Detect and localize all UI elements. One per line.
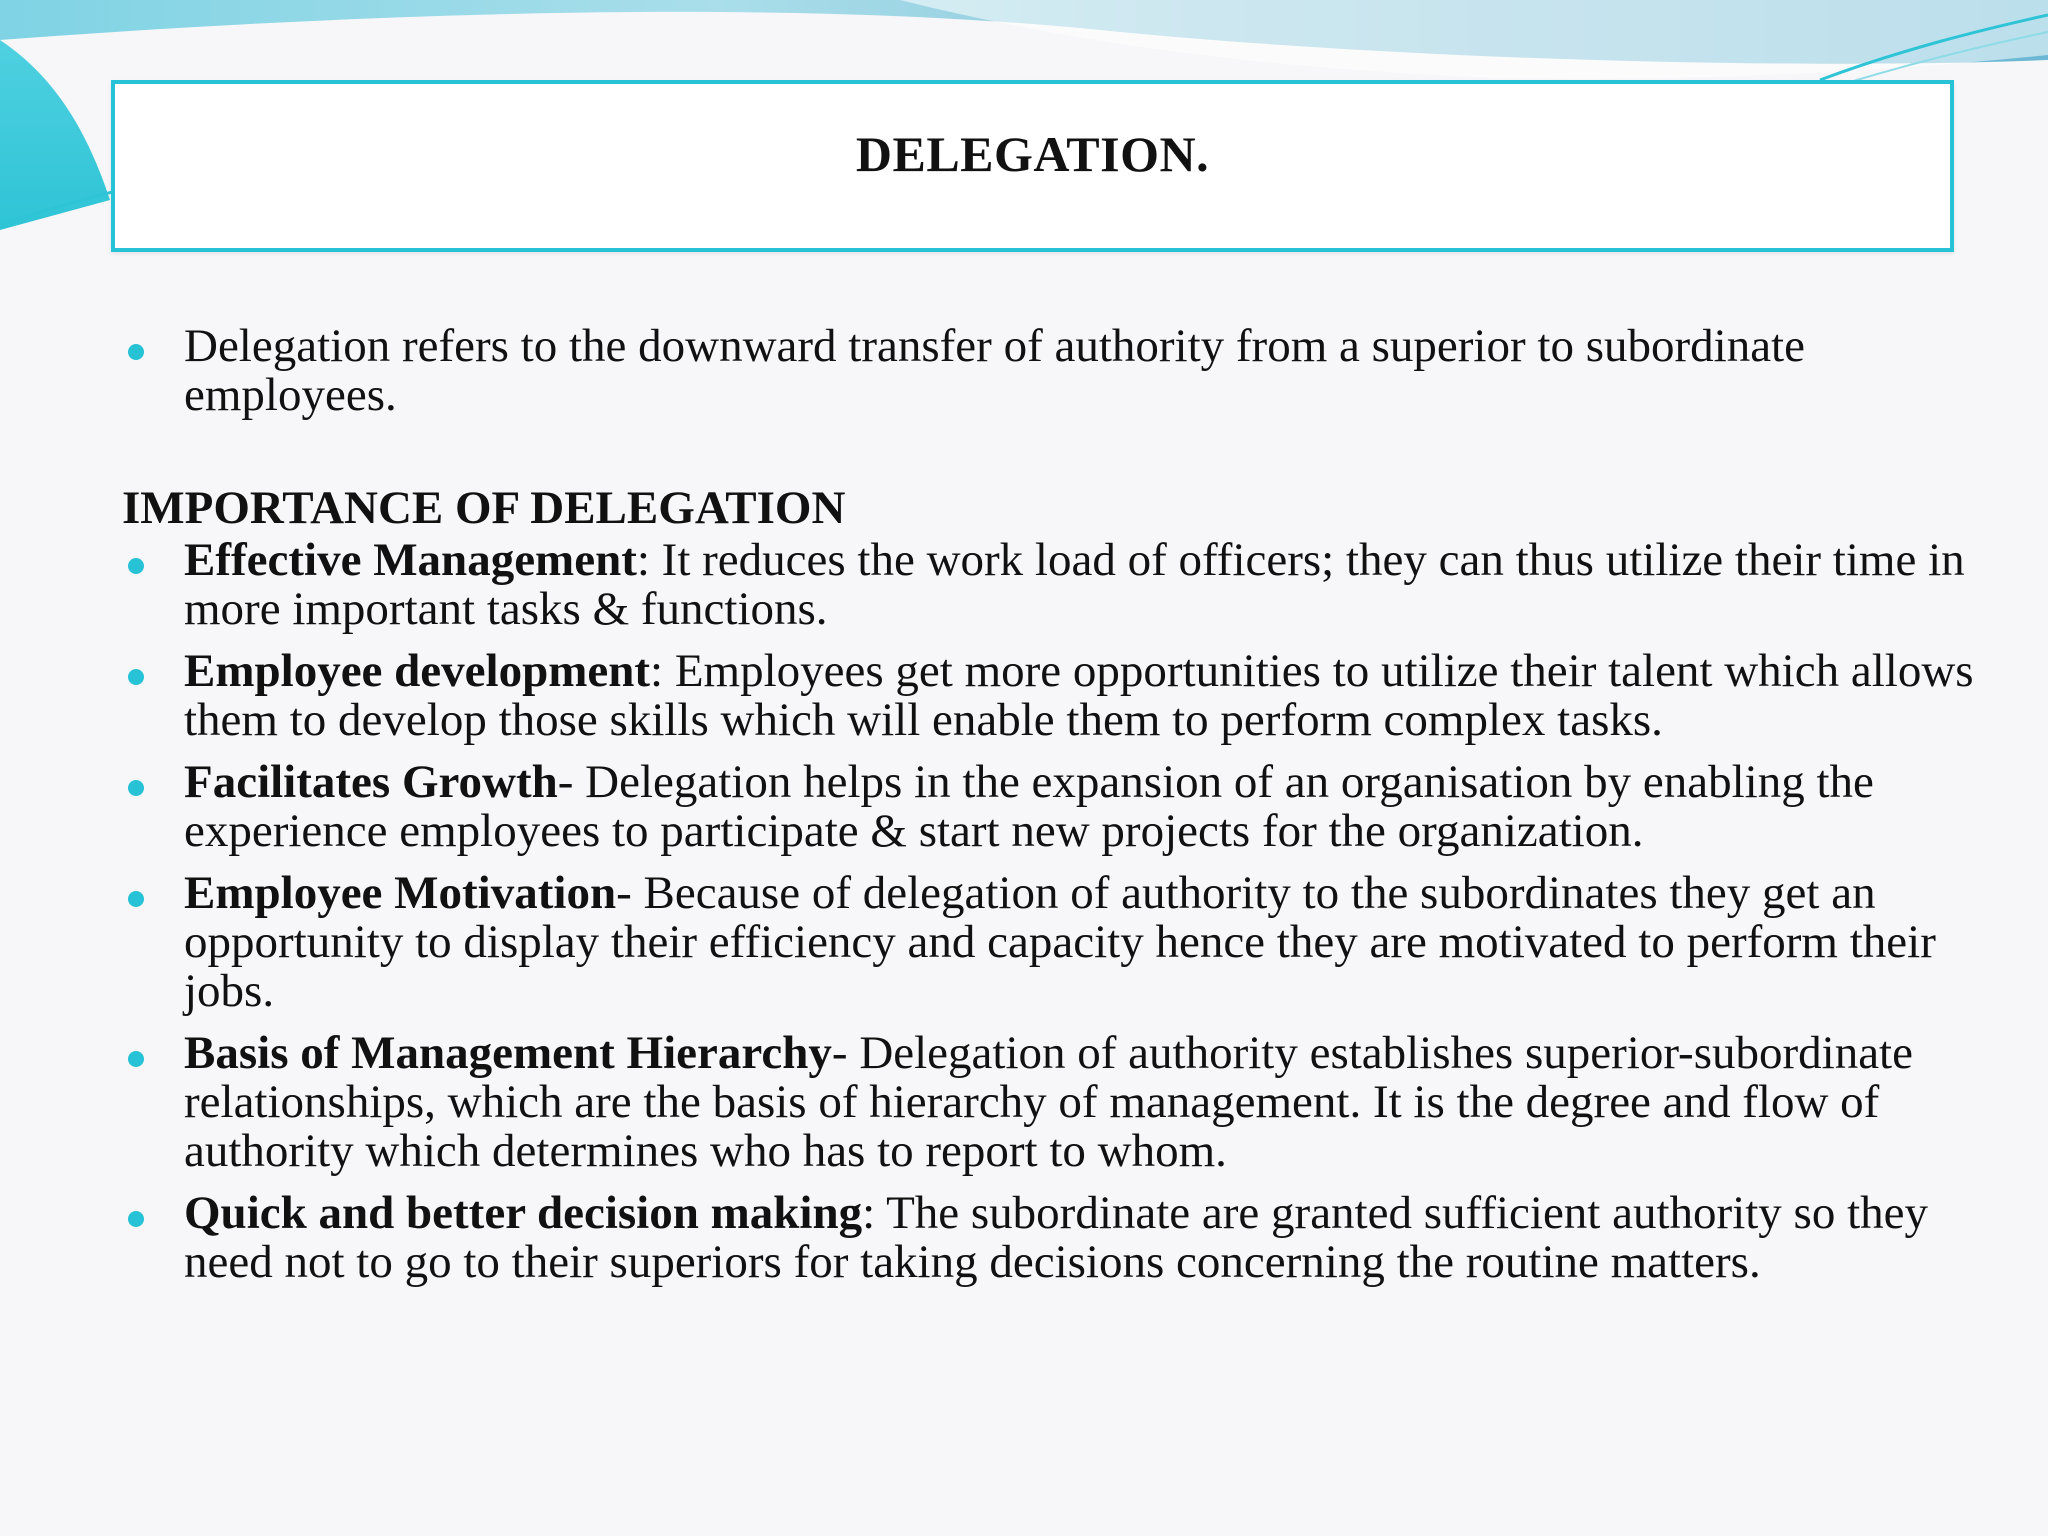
item-text: Employees get more opportunities to utilize their talent which allows them to develop those skills which will enable them to perform complex tasks. (184, 645, 1974, 746)
item-separator: - (557, 756, 574, 808)
intro-text: Delegation refers to the downward transfer of authority from a superior to subordinate employees. (184, 320, 1805, 421)
importance-item (122, 647, 2002, 745)
item-term: Quick and better decision making (184, 1187, 863, 1239)
title-box (111, 80, 1954, 252)
item-term: Employee development (184, 645, 651, 697)
item-separator: - (616, 867, 632, 919)
bullet-dot-icon (128, 891, 144, 907)
bullet-dot-icon (128, 558, 144, 574)
importance-heading: IMPORTANCE OF DELEGATION (122, 482, 846, 534)
slide-title: DELEGATION. (855, 126, 1210, 182)
bullet-dot-icon (128, 1051, 144, 1067)
item-separator: : (862, 1187, 876, 1239)
item-term: Employee Motivation (184, 867, 617, 919)
item-term: Basis of Management Hierarchy (184, 1027, 832, 1079)
item-text: Delegation of authority establishes superior-subordinate relationships, which are the basis of hierarchy of management. It is the degree and flow of authority which determines who has to report to whom. (184, 1027, 1913, 1177)
slide-content (122, 322, 2002, 1300)
item-term: Facilitates Growth (184, 756, 558, 808)
intro-bullet (122, 322, 2002, 420)
importance-item (122, 1029, 2002, 1176)
bullet-dot-icon (128, 669, 144, 685)
item-text: Delegation helps in the expansion of an organisation by enabling the experience employees to participate & start new projects for the organization. (184, 756, 1874, 857)
item-separator: : (636, 534, 650, 586)
importance-item (122, 536, 2002, 634)
bullet-dot-icon (128, 1211, 144, 1227)
item-separator: : (650, 645, 664, 697)
bullet-dot-icon (128, 344, 144, 360)
importance-item (122, 1189, 2002, 1287)
item-text: The subordinate are granted sufficient authority so they need not to go to their superiors for taking decisions concerning the routine matters. (184, 1187, 1929, 1288)
bullet-dot-icon (128, 780, 144, 796)
item-separator: - (831, 1027, 848, 1079)
importance-item (122, 758, 2002, 856)
importance-item (122, 869, 2002, 1016)
item-term: Effective Management (184, 534, 637, 586)
item-text: Because of delegation of authority to the subordinates they get an opportunity to display their efficiency and capacity hence they are motivated to perform their jobs. (184, 867, 1936, 1017)
item-text: It reduces the work load of officers; they can thus utilize their time in more important tasks & functions. (184, 534, 1965, 635)
